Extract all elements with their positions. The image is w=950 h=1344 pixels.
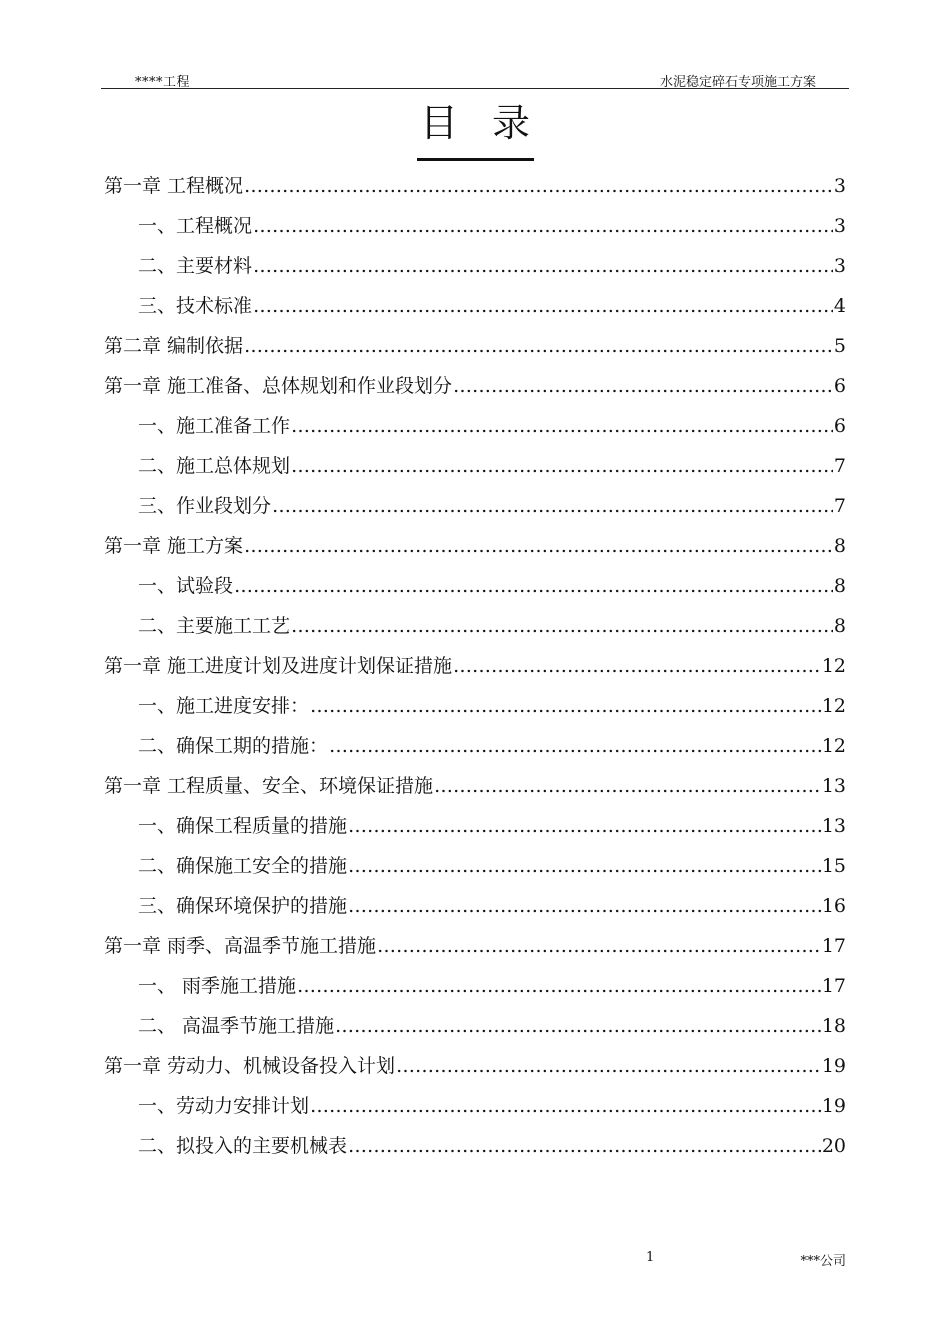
toc-entry[interactable] (0, 486, 846, 526)
toc-entry-page: 5 (833, 335, 846, 357)
toc-entry-page: 15 (821, 855, 846, 877)
toc-entry-label: 三、确保环境保护的措施 (138, 895, 348, 917)
toc-entry-page: 3 (833, 215, 846, 237)
toc-entry-page: 13 (821, 815, 846, 837)
toc-dot-leader (291, 446, 833, 486)
toc-entry-page: 7 (833, 455, 846, 477)
header-project-name: ****工程 (135, 75, 191, 90)
toc-dot-leader (453, 366, 833, 406)
toc-entry[interactable] (0, 846, 846, 886)
toc-entry[interactable] (0, 606, 846, 646)
toc-entry[interactable] (0, 926, 846, 966)
toc-entry-page: 16 (821, 895, 846, 917)
toc-entry-page: 3 (833, 175, 846, 197)
toc-entry-label: 一、 雨季施工措施 (138, 975, 297, 997)
toc-entry-page: 4 (833, 295, 846, 317)
toc-entry[interactable] (0, 966, 846, 1006)
toc-entry[interactable] (0, 366, 846, 406)
toc-dot-leader (348, 806, 821, 846)
toc-entry-label: 二、确保工期的措施： (138, 735, 329, 757)
toc-entry-page: 13 (821, 775, 846, 797)
toc-entry-label: 第一章 工程概况 (104, 175, 244, 197)
toc-entry[interactable] (0, 886, 846, 926)
toc-entry[interactable] (0, 206, 846, 246)
toc-entry-page: 6 (833, 415, 846, 437)
title-underline (417, 158, 534, 161)
toc-entry-page: 8 (833, 615, 846, 637)
header-divider (101, 88, 849, 89)
toc-entry-label: 一、施工进度安排： (138, 695, 310, 717)
toc-dot-leader (272, 486, 833, 526)
toc-dot-leader (453, 646, 821, 686)
toc-entry-label: 二、主要施工工艺 (138, 615, 291, 637)
toc-dot-leader (348, 846, 821, 886)
toc-entry[interactable] (0, 446, 846, 486)
toc-dot-leader (335, 1006, 821, 1046)
toc-entry[interactable] (0, 406, 846, 446)
toc-dot-leader (348, 1126, 821, 1166)
toc-dot-leader (244, 326, 833, 366)
toc-entry-label: 二、确保施工安全的措施 (138, 855, 348, 877)
toc-entry-label: 二、拟投入的主要机械表 (138, 1135, 348, 1157)
toc-dot-leader (234, 566, 833, 606)
table-of-contents (0, 166, 950, 1166)
toc-entry-page: 8 (833, 575, 846, 597)
toc-entry[interactable] (0, 766, 846, 806)
toc-entry[interactable] (0, 806, 846, 846)
toc-entry-page: 18 (821, 1015, 846, 1037)
footer-company: ***公司 (800, 1254, 846, 1269)
toc-entry-page: 12 (821, 655, 846, 677)
toc-dot-leader (434, 766, 821, 806)
toc-entry-page: 20 (821, 1135, 846, 1157)
toc-dot-leader (253, 206, 833, 246)
toc-entry-label: 第一章 施工方案 (104, 535, 244, 557)
toc-entry[interactable] (0, 646, 846, 686)
toc-entry-page: 17 (821, 975, 846, 997)
toc-entry-label: 第一章 施工进度计划及进度计划保证措施 (104, 655, 453, 677)
toc-entry[interactable] (0, 166, 846, 206)
toc-entry[interactable] (0, 566, 846, 606)
toc-entry-label: 第一章 雨季、高温季节施工措施 (104, 935, 377, 957)
toc-entry-page: 7 (833, 495, 846, 517)
toc-entry-page: 3 (833, 255, 846, 277)
toc-dot-leader (244, 526, 833, 566)
header-document-title: 水泥稳定碎石专项施工方案 (659, 75, 816, 90)
toc-entry[interactable] (0, 286, 846, 326)
toc-entry-label: 第一章 劳动力、机械设备投入计划 (104, 1055, 396, 1077)
toc-entry[interactable] (0, 1086, 846, 1126)
toc-entry[interactable] (0, 1046, 846, 1086)
toc-entry-label: 二、施工总体规划 (138, 455, 291, 477)
toc-entry-label: 一、确保工程质量的措施 (138, 815, 348, 837)
toc-entry-label: 一、劳动力安排计划 (138, 1095, 310, 1117)
toc-dot-leader (377, 926, 821, 966)
toc-dot-leader (310, 1086, 821, 1126)
toc-entry-label: 第一章 施工准备、总体规划和作业段划分 (104, 375, 453, 397)
toc-entry-label: 第二章 编制依据 (104, 335, 244, 357)
toc-dot-leader (396, 1046, 821, 1086)
toc-entry[interactable] (0, 686, 846, 726)
toc-entry-page: 12 (821, 695, 846, 717)
toc-dot-leader (310, 686, 821, 726)
toc-entry-page: 19 (821, 1095, 846, 1117)
toc-entry[interactable] (0, 526, 846, 566)
toc-entry-label: 二、主要材料 (138, 255, 253, 277)
toc-entry-label: 一、试验段 (138, 575, 234, 597)
toc-entry-page: 12 (821, 735, 846, 757)
toc-entry-label: 三、作业段划分 (138, 495, 272, 517)
footer-page-number: 1 (646, 1250, 655, 1265)
toc-entry-label: 一、施工准备工作 (138, 415, 291, 437)
toc-entry-label: 三、技术标准 (138, 295, 253, 317)
page-title: 目录 (419, 101, 564, 145)
toc-entry-label: 一、工程概况 (138, 215, 253, 237)
toc-dot-leader (297, 966, 821, 1006)
toc-entry-page: 17 (821, 935, 846, 957)
toc-entry-label: 二、 高温季节施工措施 (138, 1015, 335, 1037)
toc-entry[interactable] (0, 726, 846, 766)
toc-entry-page: 6 (833, 375, 846, 397)
toc-dot-leader (253, 286, 833, 326)
toc-dot-leader (348, 886, 821, 926)
toc-entry[interactable] (0, 1006, 846, 1046)
toc-entry-page: 19 (821, 1055, 846, 1077)
toc-dot-leader (253, 246, 833, 286)
toc-entry-page: 8 (833, 535, 846, 557)
toc-entry[interactable] (0, 1126, 846, 1166)
toc-entry-label: 第一章 工程质量、安全、环境保证措施 (104, 775, 434, 797)
toc-entry[interactable] (0, 326, 846, 366)
toc-dot-leader (291, 406, 833, 446)
toc-dot-leader (329, 726, 821, 766)
toc-entry[interactable] (0, 246, 846, 286)
toc-dot-leader (291, 606, 833, 646)
toc-dot-leader (244, 166, 833, 206)
